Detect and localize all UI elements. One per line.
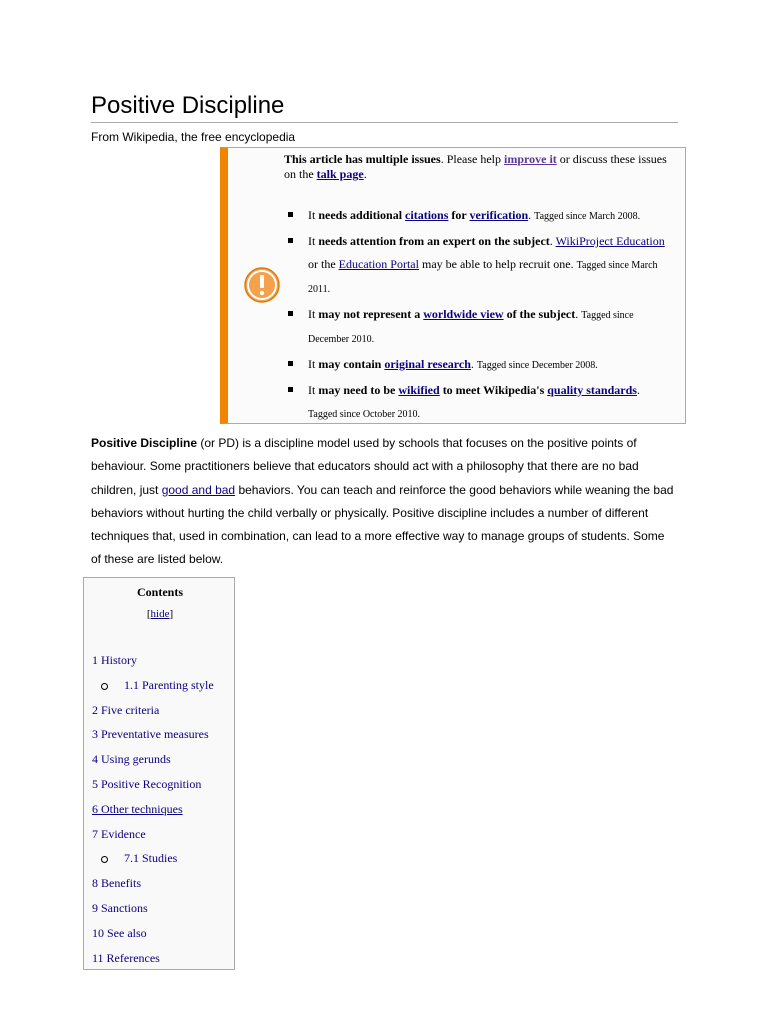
issue-text: may be able to help recruit one. xyxy=(418,257,577,271)
ambox-intro-text: or discuss these issues on the xyxy=(284,152,667,181)
toc-link-references[interactable]: 11 References xyxy=(92,950,160,965)
issue-text: . xyxy=(470,357,477,371)
original-research-link[interactable]: original research xyxy=(384,357,471,371)
exclamation-icon xyxy=(244,267,280,303)
toc-item xyxy=(92,747,214,772)
toc-title: Contents xyxy=(136,585,183,599)
toc-link-benefits[interactable]: 8 Benefits xyxy=(92,876,141,891)
issue-text: It xyxy=(308,234,319,248)
issue-text: . xyxy=(575,307,582,321)
toc-link-other-techniques[interactable]: 6 Other techniques xyxy=(92,801,183,816)
issue-bold: may not represent a xyxy=(318,307,424,321)
toc-item xyxy=(92,946,214,971)
issue-bold: may need to be xyxy=(318,383,399,397)
circle-bullet-icon xyxy=(101,683,108,690)
toc-link-preventative-measures[interactable]: 3 Preventative measures xyxy=(92,727,209,742)
ambox-intro-text: . xyxy=(363,167,367,181)
toc-list xyxy=(92,648,214,970)
improve-it-link[interactable]: improve it xyxy=(504,152,557,166)
issue-text: It xyxy=(308,383,319,397)
lead-text: behaviors. You can teach and reinforce the good behaviors while weaning the bad behaviors without hurting the child verbally or physically. Positive discipline includes a number of different techniques that, used in combination, can lead to a more effective way to manage groups of students. Some of these are listed below. xyxy=(91,482,674,567)
issue-bold: of the subject xyxy=(503,307,576,321)
issue-text: It xyxy=(308,357,319,371)
circle-bullet-icon xyxy=(101,856,108,863)
good-and-bad-link[interactable]: good and bad xyxy=(161,482,236,497)
table-of-contents xyxy=(83,577,235,970)
issue-tag: Tagged since March 2011. xyxy=(308,260,658,295)
issue-text: . xyxy=(636,383,640,397)
toc-link-see-also[interactable]: 10 See also xyxy=(92,925,147,940)
issue-tag: Tagged since October 2010. xyxy=(308,409,421,420)
toc-item xyxy=(92,772,214,797)
toc-item xyxy=(92,698,214,723)
toc-item xyxy=(92,822,214,847)
toc-item xyxy=(92,722,214,747)
toc-item xyxy=(92,648,214,673)
issue-item xyxy=(284,353,669,377)
verification-link[interactable]: verification xyxy=(469,208,529,222)
toc-bracket: [ xyxy=(146,608,151,620)
lead-text: (or PD) is a discipline model used by schools that focuses on the positive points of behaviour. Some practitioners believe that educators should act with a philosophy that there are no bad children, just xyxy=(91,436,639,497)
issue-text: It xyxy=(308,208,319,222)
toc-item xyxy=(92,797,214,822)
toc-hide xyxy=(84,608,236,620)
wikiproject-education-link[interactable]: WikiProject Education xyxy=(555,234,665,248)
toc-link-positive-recognition[interactable]: 5 Positive Recognition xyxy=(92,776,202,791)
toc-link-using-gerunds[interactable]: 4 Using gerunds xyxy=(92,752,171,767)
toc-hide-link[interactable]: hide xyxy=(150,608,170,620)
issue-bold: to meet Wikipedia's xyxy=(439,383,548,397)
lead-paragraph xyxy=(91,432,676,572)
tagline: From Wikipedia, the free encyclopedia xyxy=(91,130,296,144)
citations-link[interactable]: citations xyxy=(405,208,449,222)
toc-item xyxy=(92,896,214,921)
lead-bold: Positive Discipline xyxy=(91,436,198,450)
toc-link-parenting-style[interactable]: 1.1 Parenting style xyxy=(124,677,214,692)
issue-bold: needs additional xyxy=(318,208,406,222)
ambox-intro-text: . Please help xyxy=(440,152,505,166)
issue-item xyxy=(284,379,669,426)
issue-text: . xyxy=(528,208,535,222)
issue-text: or the xyxy=(308,257,339,271)
worldwide-view-link[interactable]: worldwide view xyxy=(423,307,504,321)
toc-link-evidence[interactable]: 7 Evidence xyxy=(92,826,146,841)
issue-item xyxy=(284,230,669,301)
issue-text: . xyxy=(549,234,556,248)
issue-bold: for xyxy=(448,208,470,222)
toc-link-studies[interactable]: 7.1 Studies xyxy=(124,851,178,866)
toc-item xyxy=(92,673,214,698)
issue-tag: Tagged since March 2008. xyxy=(534,211,641,222)
multiple-issues-box xyxy=(220,147,686,424)
toc-link-five-criteria[interactable]: 2 Five criteria xyxy=(92,702,160,717)
issue-text: It xyxy=(308,307,319,321)
wikified-link[interactable]: wikified xyxy=(398,383,440,397)
education-portal-link[interactable]: Education Portal xyxy=(338,257,419,271)
issues-list xyxy=(284,204,669,428)
issue-tag: Tagged since December 2008. xyxy=(476,360,598,371)
toc-item xyxy=(92,921,214,946)
toc-item xyxy=(92,846,214,871)
talk-page-link[interactable]: talk page xyxy=(316,167,364,181)
quality-standards-link[interactable]: quality standards xyxy=(547,383,637,397)
toc-link-history[interactable]: 1 History xyxy=(92,653,137,667)
toc-link-sanctions[interactable]: 9 Sanctions xyxy=(92,900,148,915)
page-title: Positive Discipline xyxy=(91,90,678,123)
issue-tag: Tagged since December 2010. xyxy=(308,310,634,345)
issue-bold: needs attention from an expert on the subject xyxy=(318,234,550,248)
issue-item xyxy=(284,204,669,228)
ambox-intro xyxy=(284,152,674,182)
toc-item xyxy=(92,871,214,896)
issue-bold: may contain xyxy=(318,357,385,371)
issue-item xyxy=(284,303,669,351)
ambox-intro-bold: This article has multiple issues xyxy=(284,152,441,166)
toc-bracket: ] xyxy=(169,608,174,620)
